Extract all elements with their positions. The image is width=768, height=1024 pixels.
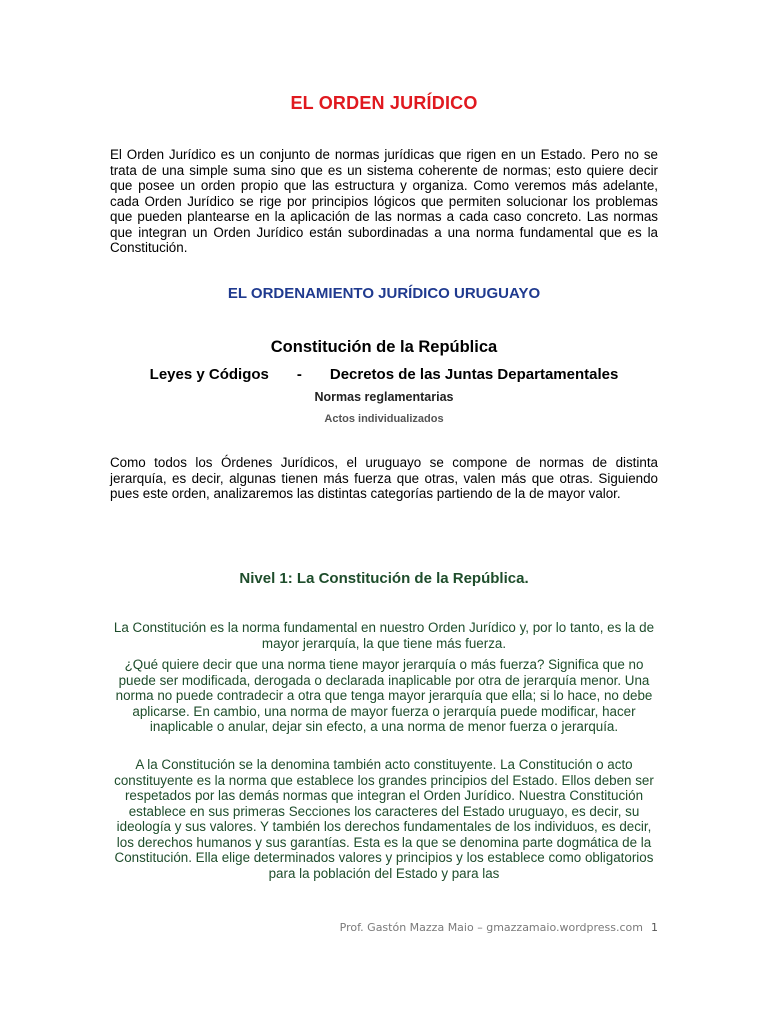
page-footer bbox=[340, 921, 658, 934]
second-paragraph: Como todos los Órdenes Jurídicos, el uruguayo se compone de normas de distinta jerarquía, es decir, algunas tienen más fuerza que otras, valen más que otras. Siguiendo pues este orden, analizaremos las distintas categorías partiendo de la de mayor valor. bbox=[110, 455, 658, 501]
hierarchy-leyes: Leyes y Códigos bbox=[149, 366, 269, 383]
intro-paragraph: El Orden Jurídico es un conjunto de normas jurídicas que rigen en un Estado. Pero no se trata de una simple suma sino que es un sistema coherente de normas; esto quiere decir que posee un orden propio que las estructura y organiza. Como veremos más adelante, cada Orden Jurídico se rige por principios lógicos que permiten solucionar los problemas que pueden plantearse en la aplicación de las normas a cada caso concreto. Las normas que integran un Orden Jurídico están subordinadas a una norma fundamental que es la Constitución. bbox=[110, 147, 658, 255]
green-paragraph: ¿Qué quiere decir que una norma tiene mayor jerarquía o más fuerza? Significa que no puede ser modificada, derogada o declarada inaplicable por otra de jerarquía menor. Una norma no puede contradecir a otra que tenga mayor jerarquía que ella; si lo hace, no debe aplicarse. En cambio, una norma de mayor fuerza o jerarquía puede modificar, hacer inaplicable o anular, dejar sin efecto, a una norma de menor fuerza o jerarquía. bbox=[115, 657, 653, 734]
hierarchy-actos: Actos individualizados bbox=[324, 413, 444, 425]
page-number: 1 bbox=[651, 921, 658, 934]
green-paragraph: A la Constitución se la denomina también acto constituyente. La Constitución o acto constituyente es la norma que establece los grandes principios del Estado. Ellos deben ser respetados por las demás normas que integran el Orden Jurídico. Nuestra Constitución establece en sus primeras Secciones los caracteres del Estado uruguayo, es decir, su ideología y sus valores. Y también los derechos fundamentales de los individuos, es decir, los derechos humanos y sus garantías. Esta es la que se denomina parte dogmática de la Constitución. Ella elige determinados valores y principios y los establece como obligatorios para la población del Estado y para las bbox=[114, 757, 654, 881]
hierarchy-decretos: Decretos de las Juntas Departamentales bbox=[329, 366, 619, 383]
footer-author: Prof. Gastón Mazza Maio – gmazzamaio.wordpress.com bbox=[339, 921, 643, 934]
section-title: EL ORDENAMIENTO JURÍDICO URUGUAYO bbox=[227, 285, 541, 302]
hierarchy-separator: - bbox=[296, 366, 302, 383]
hierarchy-constitution: Constitución de la República bbox=[270, 338, 498, 356]
level-heading: Nivel 1: La Constitución de la República. bbox=[239, 570, 529, 587]
hierarchy-normas: Normas reglamentarias bbox=[314, 390, 454, 404]
green-paragraph: La Constitución es la norma fundamental en nuestro Orden Jurídico y, por lo tanto, es la de mayor jerarquía, la que tiene más fuerza. bbox=[113, 620, 655, 651]
page-title: EL ORDEN JURÍDICO bbox=[290, 93, 478, 113]
hierarchy-level-2 bbox=[0, 366, 768, 383]
